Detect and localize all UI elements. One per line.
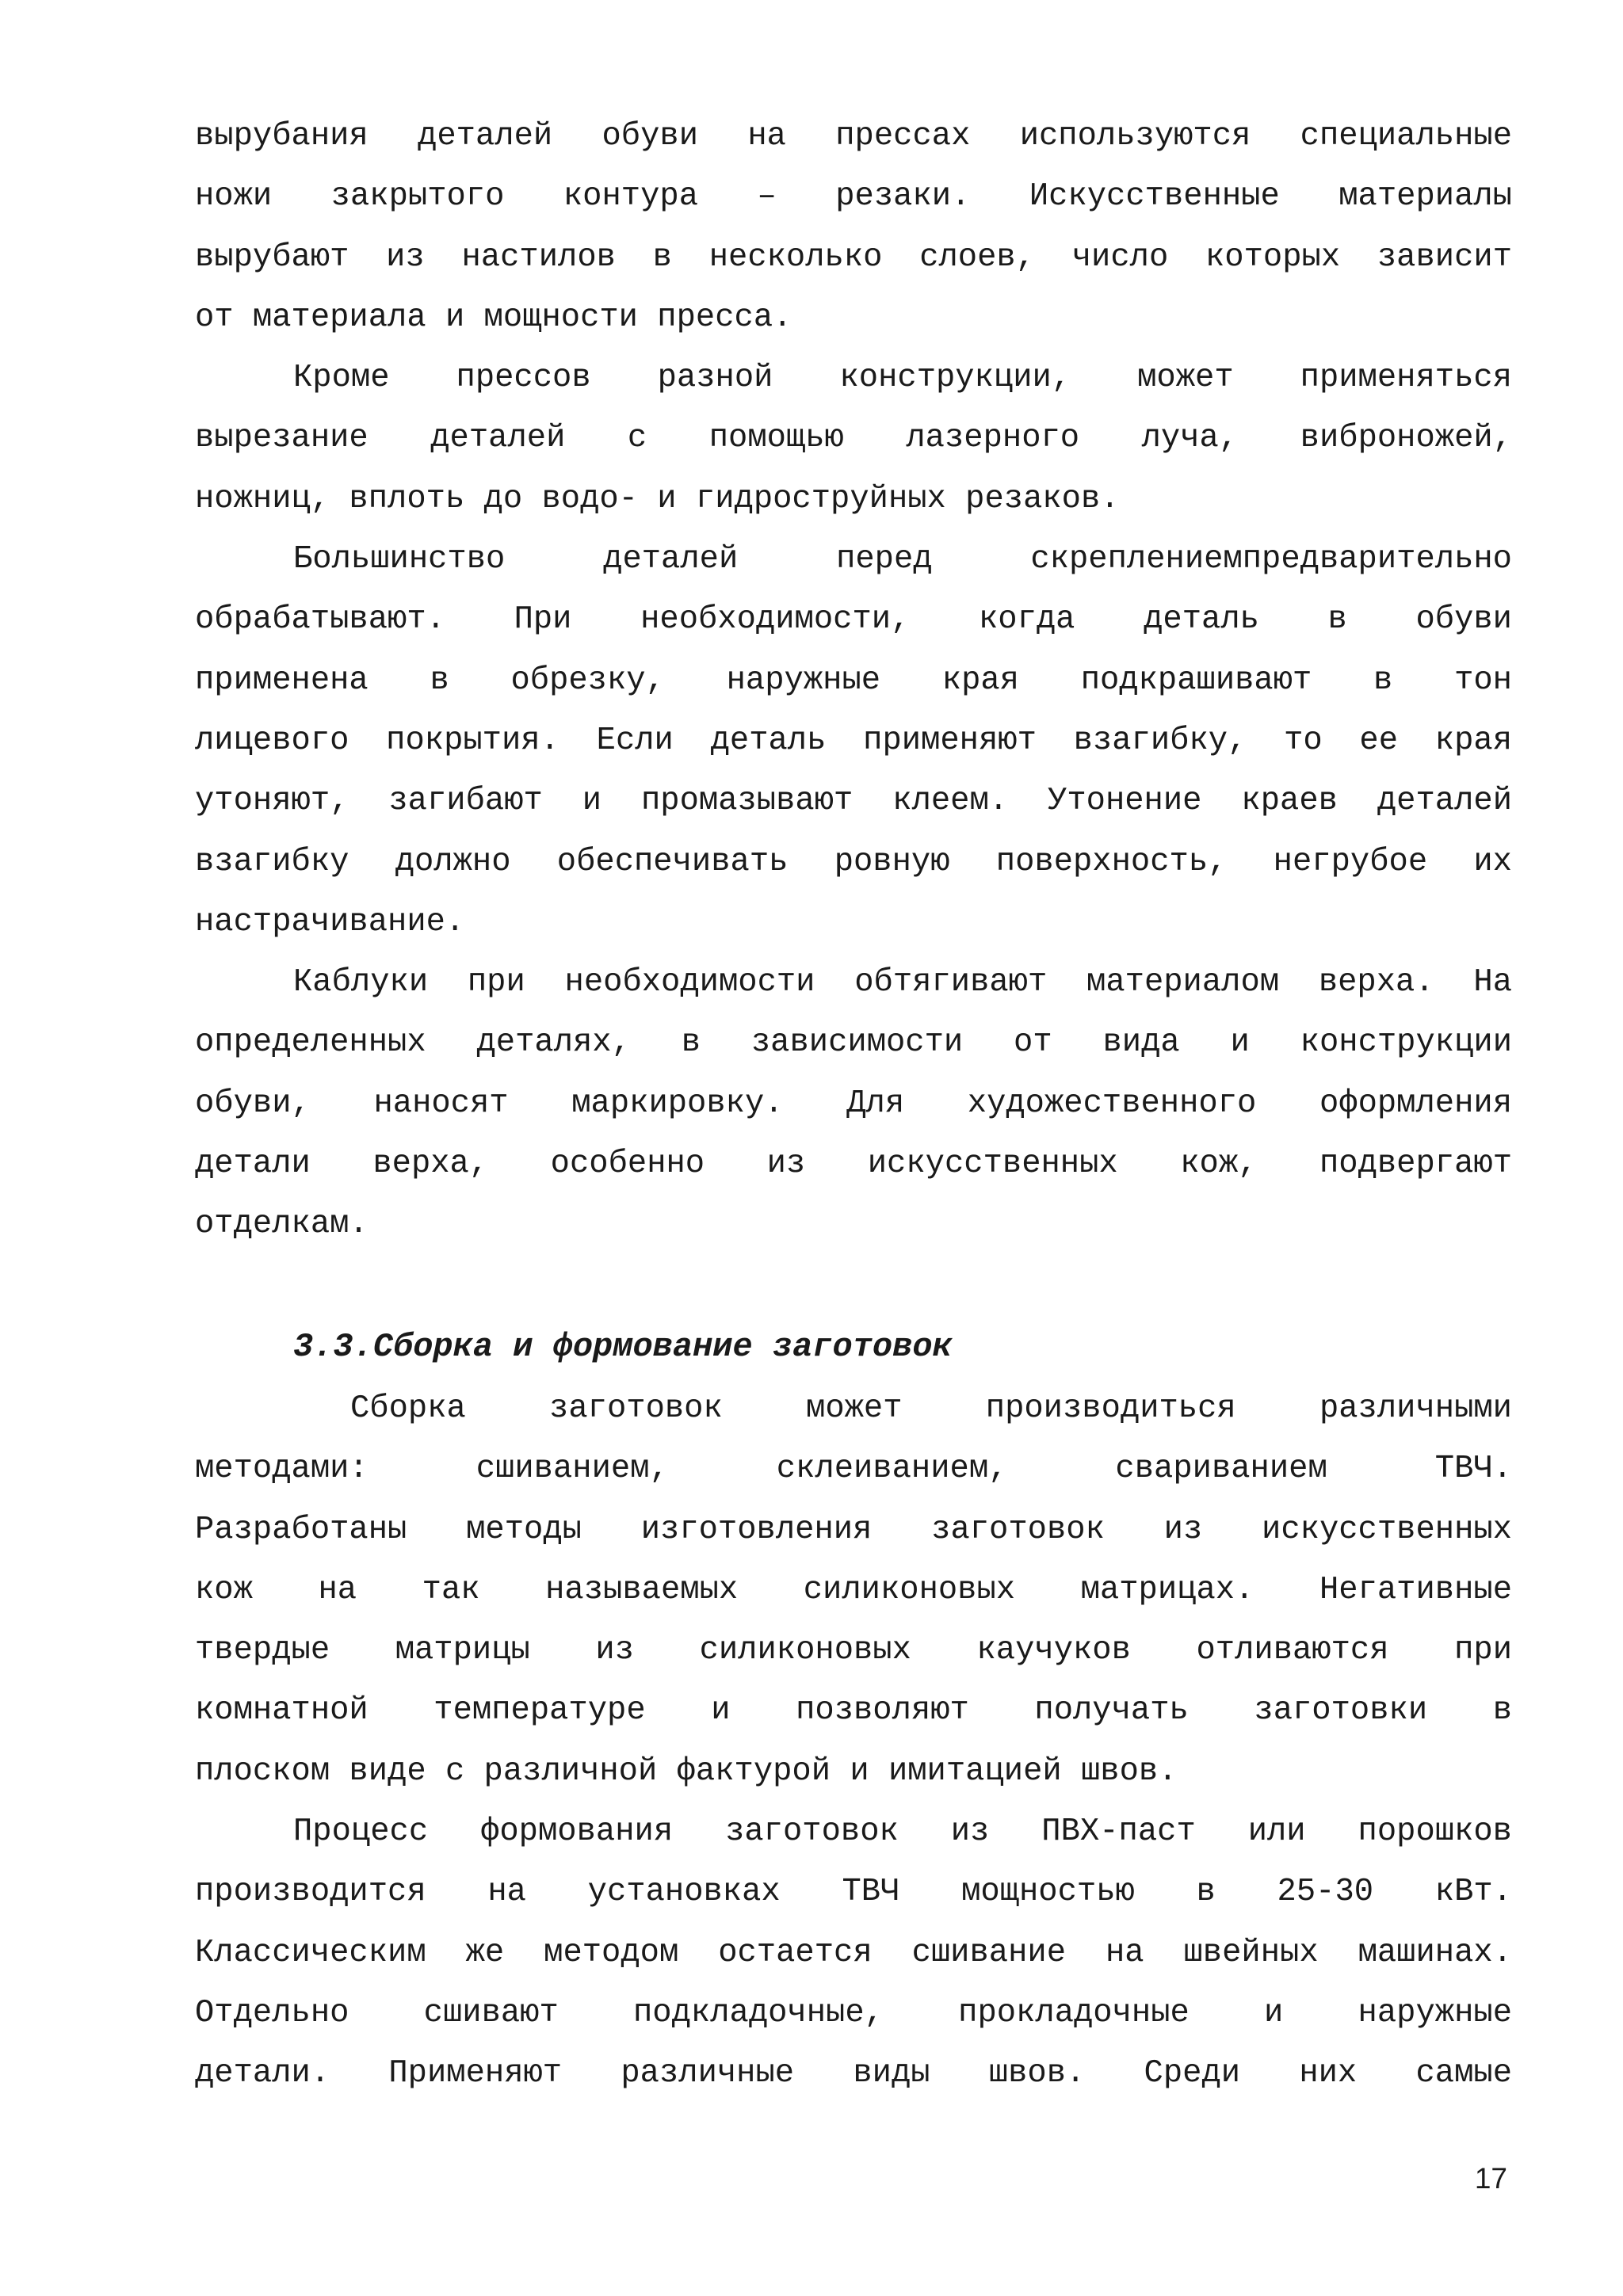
text-line: ножи закрытого контура – резаки. Искусственные материалы	[195, 178, 1512, 215]
text-line: Отдельно сшивают подкладочные, прокладочные и наружные	[195, 1994, 1512, 2031]
section-heading: 3.3.Сборка и формование заготовок	[293, 1328, 953, 1366]
text-line: вырубания деталей обуви на прессах используются специальные	[195, 118, 1512, 154]
text-line: обуви, наносят маркировку. Для художественного оформления	[195, 1085, 1512, 1122]
text-line: утоняют, загибают и промазывают клеем. Утонение краев деталей	[195, 783, 1512, 820]
text-line: Классическим же методом остается сшивание на швейных машинах.	[195, 1934, 1512, 1971]
text-line: Процесс формования заготовок из ПВХ-паст или порошков	[293, 1814, 1512, 1851]
body-text-block-1	[195, 106, 1512, 1255]
text-line: определенных деталях, в зависимости от вида и конструкции	[195, 1024, 1512, 1062]
text-line: от материала и мощности пресса.	[195, 299, 792, 336]
text-line: комнатной температуре и позволяют получать заготовки в	[195, 1692, 1512, 1730]
text-line: плоском виде с различной фактурой и имитацией швов.	[195, 1753, 1178, 1790]
text-line: методами: сшиванием, склеиванием, свариванием ТВЧ.	[195, 1451, 1512, 1488]
text-line: настрачивание.	[195, 903, 465, 940]
text-line: вырезание деталей с помощью лазерного луча, виброножей,	[195, 420, 1512, 457]
text-line: Сборка заготовок может производиться различными	[350, 1390, 1512, 1427]
text-line: обрабатывают. При необходимости, когда деталь в обуви	[195, 601, 1512, 639]
text-line: ножниц, вплоть до водо- и гидроструйных резаков.	[195, 480, 1120, 517]
text-line: Разработаны методы изготовления заготовок из искусственных	[195, 1511, 1512, 1548]
text-line: твердые матрицы из силиконовых каучуков отливаются при	[195, 1632, 1512, 1669]
text-line: детали верха, особенно из искусственных кож, подвергают	[195, 1146, 1512, 1183]
text-line: взагибку должно обеспечивать ровную поверхность, негрубое их	[195, 843, 1512, 880]
text-line: Каблуки при необходимости обтягивают материалом верха. На	[293, 964, 1512, 1001]
page-number: 17	[1474, 2162, 1507, 2195]
text-line: кож на так называемых силиконовых матрицах. Негативные	[195, 1571, 1512, 1608]
text-line: применена в обрезку, наружные края подкрашивают в тон	[195, 662, 1512, 699]
text-line: вырубают из настилов в несколько слоев, число которых зависит	[195, 238, 1512, 276]
text-line: детали. Применяют различные виды швов. Среди них самые	[195, 2055, 1512, 2092]
text-line: отделкам.	[195, 1206, 369, 1243]
body-text-block-2	[195, 1379, 1512, 2104]
text-line: Кроме прессов разной конструкции, может применяться	[293, 360, 1512, 397]
text-line: лицевого покрытия. Если деталь применяют взагибку, то ее края	[195, 722, 1512, 759]
text-line: Большинство деталей перед скреплениемпредварительно	[293, 541, 1512, 578]
text-line: производится на установках ТВЧ мощностью в 25-30 кВт.	[195, 1874, 1512, 1911]
